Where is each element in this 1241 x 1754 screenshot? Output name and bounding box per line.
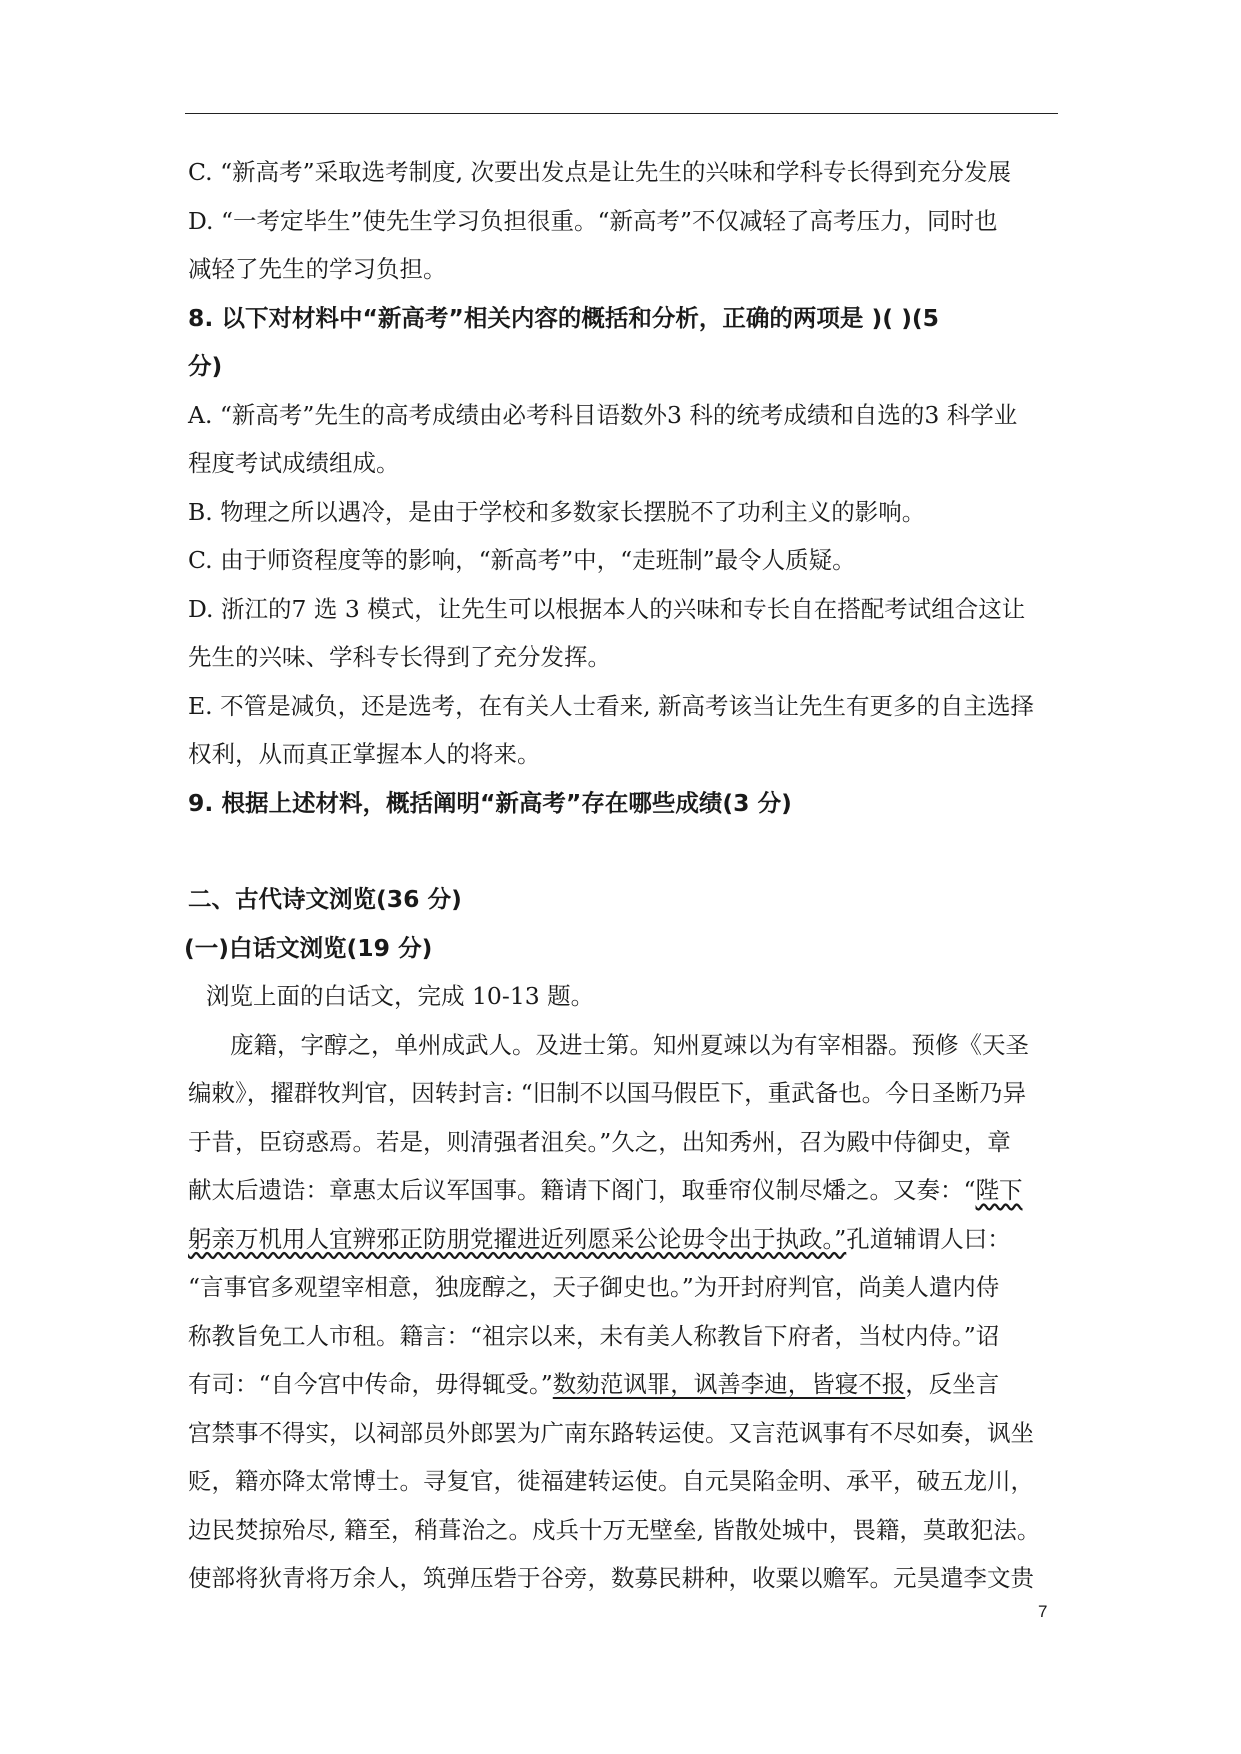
option-8b: B. 物理之所以遇冷，是由于学校和多数家长摆脱不了功利主义的影响。 [188,497,926,526]
passage-line-5 [188,1215,1068,1264]
option-7d: D. “一考定毕生”使先生学习负担很重。“新高考”不仅减轻了高考压力，同时也 [188,206,998,235]
passage-line-8-text: 有司：“自今宫中传命，毋得辄受。” [188,1370,553,1398]
option-8d: D. 浙江的7 选 3 模式，让先生可以根据本人的兴味和专长自在搭配考试组合这让 [188,594,1026,623]
wavy-underlined-text-start: 陛下 [975,1176,1023,1204]
passage-line-10: 贬，籍亦降太常博士。寻复官，徙福建转运使。自元昊陷金明、承平，破五龙川， [188,1467,1034,1495]
option-7c: C. “新高考”采取选考制度, 次要出发点是让先生的兴味和学科专长得到充分发展 [188,158,1012,186]
page-number: 7 [1038,1602,1048,1621]
passage-line-11: 边民焚掠殆尽, 籍至，稍葺治之。戍兵十万无壁垒, 皆散处城中，畏籍，莫敢犯法。 [188,1515,1041,1544]
option-7d-cont: 减轻了先生的学习负担。 [188,255,447,283]
passage-line-8-tail: ，反坐言 [905,1370,1000,1398]
option-8c: C. 由于师资程度等的影响，“新高考”中，“走班制”最令人质疑。 [188,546,856,574]
passage-line-2: 编敕》，擢群牧判官，因转封言: “旧制不以国马假臣下，重武备也。今日圣断乃异 [188,1079,1027,1107]
question-8-cont: 分) [188,352,223,380]
passage-line-6: “言事官多观望宰相意，独庞醇之，天子御史也。”为开封府判官，尚美人遣内侍 [188,1273,1000,1301]
wavy-underlined-text: 躬亲万机用人宜辨邪正防朋党擢进近列愿采公论毋令出于执政。” [188,1224,847,1253]
passage-line-5-text: 孔道辅谓人曰： [846,1224,1011,1253]
passage-line-9: 宫禁事不得实，以祠部员外郎罢为广南东路转运使。又言范讽事有不尽如奏，讽坐 [188,1418,1034,1447]
passage-line-12: 使部将狄青将万余人，筑弹压砦于谷旁，数募民耕种，收粟以赡军。元昊遣李文贵 [188,1564,1034,1592]
underlined-text: 数劾范讽罪，讽善李迪，皆寝不报 [552,1370,906,1398]
passage-line-8 [188,1360,1068,1409]
question-9: 9. 根据上述材料，概括阐明“新高考”存在哪些成绩(3 分) [188,788,792,817]
option-8d-cont: 先生的兴味、学科专长得到了充分发挥。 [188,643,611,671]
passage-line-1: 庞籍，字醇之，单州成武人。及进士第。知州夏竦以为有宰相器。预修《天圣 [230,1030,1029,1059]
passage-line-4 [188,1166,1068,1215]
header-rule [185,113,1058,114]
option-8a: A. “新高考”先生的高考成绩由必考科目语数外3 科的统考成绩和自选的3 科学业 [188,400,1018,429]
option-8e-cont: 权利，从而真正掌握本人的将来。 [188,740,541,768]
passage-line-3: 于昔，臣窃惑焉。若是，则清强者沮矣。”久之，出知秀州，召为殿中侍御史，章 [188,1127,1011,1156]
passage-line-4-text: 献太后遗诰：章惠太后议军国事。籍请下阁门，取垂帘仪制尽燔之。又奏：“ [188,1176,976,1204]
passage-instruction: 浏览上面的白话文，完成 10-13 题。 [206,982,595,1010]
question-8: 8. 以下对材料中“新高考”相关内容的概括和分析，正确的两项是 )( )(5 [188,303,940,332]
option-8e: E. 不管是减负，还是选考，在有关人士看来, 新高考该当让先生有更多的自主选择 [188,691,1035,720]
section-gap [188,827,1068,875]
option-8a-cont: 程度考试成绩组成。 [188,449,400,477]
section-heading: 二、古代诗文浏览(36 分) [188,885,462,913]
subsection-heading: (一)白话文浏览(19 分) [184,933,433,962]
document-body [184,148,1068,1603]
passage-line-7: 称教旨免工人市租。籍言：“祖宗以来，未有美人称教旨下府者，当杖内侍。”诏 [188,1321,1000,1350]
